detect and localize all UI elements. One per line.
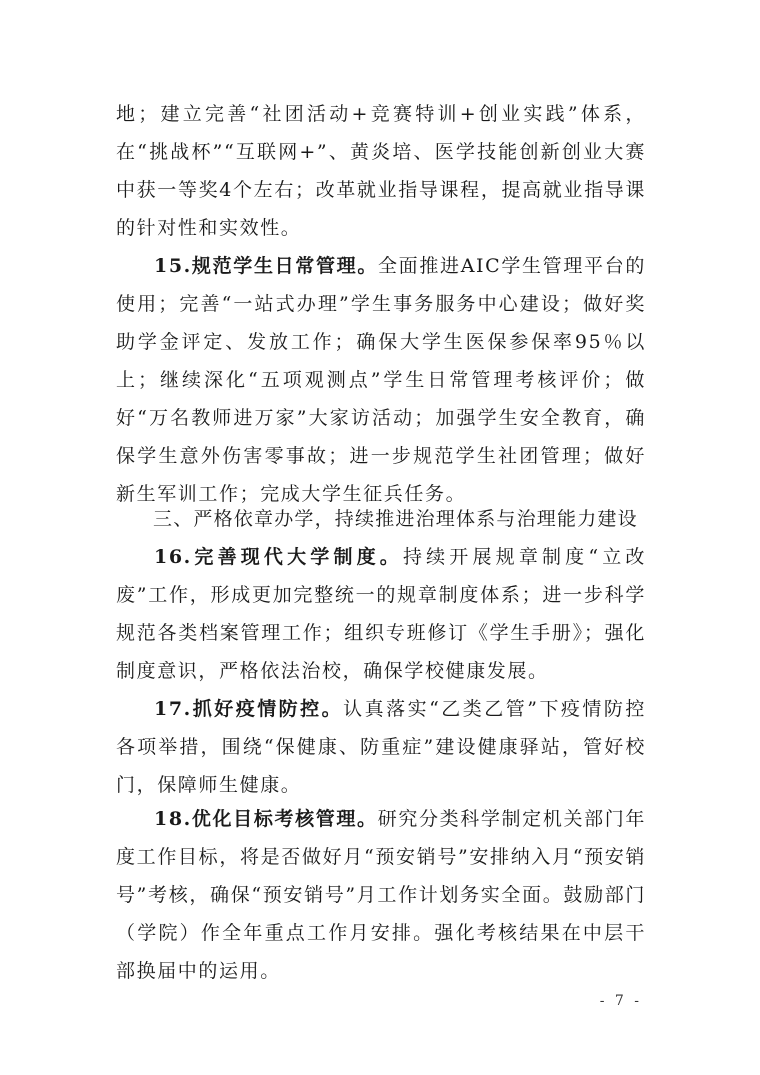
item-16-heading: 16.完善现代大学制度。 xyxy=(154,546,403,568)
item-16-body: 持续开展规章制度“立改废”工作，形成更加完整统一的规章制度体系；进一步科学规范各类档案管理工作；组织专班修订《学生手册》；强化制度意识，严格依法治校，确保学校健康发展。 xyxy=(116,546,646,682)
item-18-paragraph xyxy=(116,800,646,990)
item-15-paragraph xyxy=(116,247,646,513)
item-18-body: 研究分类科学制定机关部门年度工作目标，将是否做好月“预安销号”安排纳入月“预安销号”考核，确保“预安销号”月工作计划务实全面。鼓励部门（学院）作全年重点工作月安排。强化考核结果在中层干部换届中的运用。 xyxy=(116,808,646,982)
page-number: - 7 - xyxy=(599,993,642,1009)
item-17-heading: 17.抓好疫情防控。 xyxy=(154,698,344,720)
section-title: 三、严格依章办学，持续推进治理体系与治理能力建设 xyxy=(153,508,638,530)
item-16-paragraph xyxy=(116,538,646,690)
item-17-paragraph xyxy=(116,690,646,804)
intro-paragraph: 地；建立完善“社团活动+竞赛特训+创业实践”体系，在“挑战杯”“互联网+”、黄炎培、医学技能创新创业大赛中获一等奖4个左右；改革就业指导课程，提高就业指导课的针对性和实效性。 xyxy=(116,103,646,239)
item-15-body: 全面推进AIC学生管理平台的使用；完善“一站式办理”学生事务服务中心建设；做好奖助学金评定、发放工作；确保大学生医保参保率95％以上；继续深化“五项观测点”学生日常管理考核评价；做好“万名教师进万家”大家访活动；加强学生安全教育，确保学生意外伤害零事故；进一步规范学生社团管理；做好新生军训工作；完成大学生征兵任务。 xyxy=(116,255,646,505)
item-17-body: 认真落实“乙类乙管”下疫情防控各项举措，围绕“保健康、防重症”建设健康驿站，管好校门，保障师生健康。 xyxy=(116,698,646,796)
item-18-heading: 18.优化目标考核管理。 xyxy=(154,808,378,830)
item-15-heading: 15.规范学生日常管理。 xyxy=(154,255,378,277)
